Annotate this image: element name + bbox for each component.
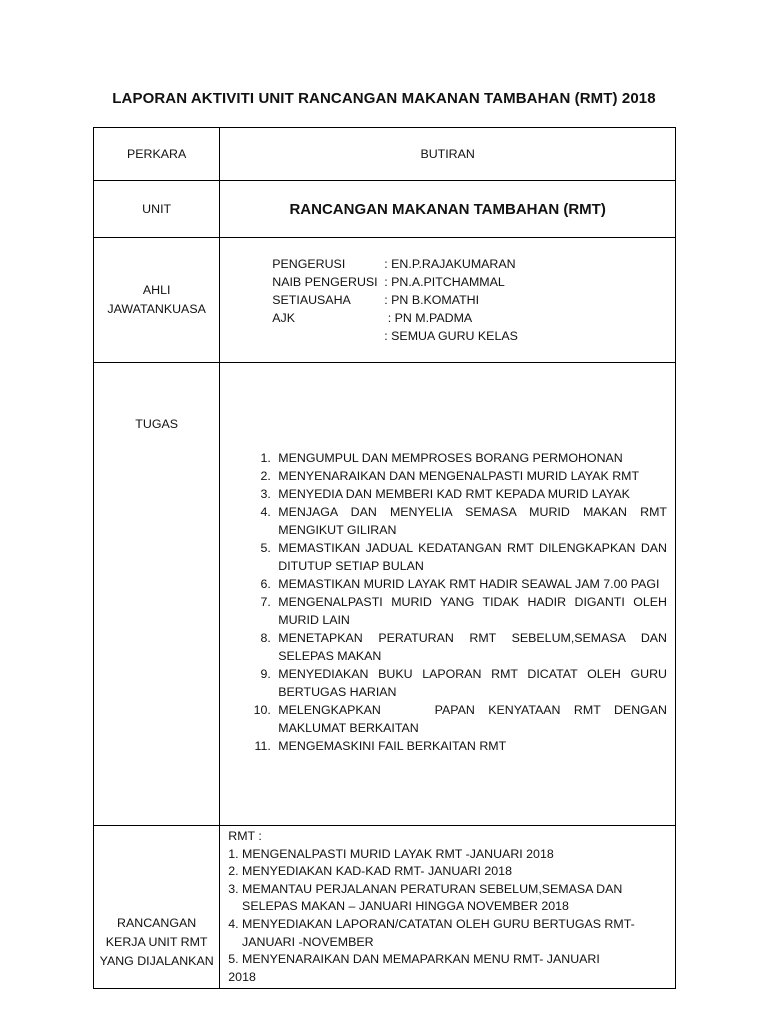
task-item: 6. MEMASTIKAN MURID LAYAK RMT HADIR SEAWAL JAM 7.00 PAGI: [274, 575, 667, 593]
unit-value-cell: [220, 181, 676, 238]
committee-members-cell: [220, 238, 676, 363]
member-role: NAIB PENGERUSI: [272, 275, 378, 289]
committee-label-line1: AHLI: [142, 283, 171, 297]
tasks-cell: [220, 363, 676, 826]
member-name: : PN B.KOMATHI: [384, 293, 480, 307]
unit-row: [94, 181, 676, 238]
unit-label: UNIT: [94, 181, 220, 238]
header-perkara: PERKARA: [94, 128, 220, 181]
task-item: 2. MENYENARAIKAN DAN MENGENALPASTI MURID LAYAK RMT: [274, 467, 667, 485]
work-plan-label-line3: YANG DIJALANKAN: [99, 954, 214, 968]
report-title: LAPORAN AKTIVITI UNIT RANCANGAN MAKANAN TAMBAHAN (RMT) 2018: [112, 90, 656, 107]
committee-member: [272, 255, 675, 273]
member-name: : PN M.PADMA: [384, 311, 473, 325]
task-item: 7. MENGENALPASTI MURID YANG TIDAK HADIR DIGANTI OLEH MURID LAIN: [274, 593, 667, 629]
task-item: 8. MENETAPKAN PERATURAN RMT SEBELUM,SEMASA DAN SELEPAS MAKAN: [274, 629, 667, 665]
committee-row: [94, 238, 676, 363]
work-plan-line: 2018: [228, 969, 256, 984]
header-butiran: BUTIRAN: [220, 128, 676, 181]
work-plan-line: 3. MEMANTAU PERJALANAN PERATURAN SEBELUM,SEMASA DAN: [228, 881, 623, 896]
work-plan-row: [94, 826, 676, 989]
committee-member: [272, 327, 675, 345]
committee-label-cell: [94, 238, 220, 363]
work-plan-label-line1: RANCANGAN: [117, 916, 197, 930]
committee-label-line2: JAWATANKUASA: [107, 302, 206, 316]
member-role: AJK: [272, 311, 296, 325]
task-item: 11. MENGEMASKINI FAIL BERKAITAN RMT: [274, 737, 667, 755]
member-name: : PN.A.PITCHAMMAL: [384, 275, 505, 289]
work-plan-line: 1. MENGENALPASTI MURID LAYAK RMT -JANUARI 2018: [228, 846, 554, 861]
member-name: : EN.P.RAJAKUMARAN: [384, 257, 516, 271]
member-role: SETIAUSAHA: [272, 293, 351, 307]
tasks-list: [220, 449, 671, 755]
member-role: PENGERUSI: [272, 257, 346, 271]
task-item: 4. MENJAGA DAN MENYELIA SEMASA MURID MAKAN RMT MENGIKUT GILIRAN: [274, 503, 667, 539]
work-plan-label-line2: KERJA UNIT RMT: [105, 935, 208, 949]
work-plan-line: 4. MENYEDIAKAN LAPORAN/CATATAN OLEH GURU BERTUGAS RMT-: [228, 916, 635, 931]
table-header-row: [94, 128, 676, 181]
work-plan-cell: [220, 826, 676, 989]
work-plan-line: JANUARI -NOVEMBER: [228, 934, 374, 949]
work-plan-line: SELEPAS MAKAN – JANUARI HINGGA NOVEMBER 2018: [228, 899, 569, 914]
committee-members-list: [220, 255, 675, 345]
report-table: [93, 127, 676, 989]
tasks-row: [94, 363, 676, 826]
work-plan-label-cell: [94, 826, 220, 989]
work-plan-heading: RMT :: [228, 829, 262, 843]
tasks-label: TUGAS: [94, 363, 220, 826]
committee-member: [272, 309, 675, 327]
committee-member: [272, 273, 675, 291]
member-name: : SEMUA GURU KELAS: [384, 329, 518, 343]
work-plan-line: 5. MENYENARAIKAN DAN MEMAPARKAN MENU RMT- JANUARI: [228, 952, 600, 967]
task-item: 1. MENGUMPUL DAN MEMPROSES BORANG PERMOHONAN: [274, 449, 667, 467]
member-role: [272, 327, 384, 345]
task-item: 3. MENYEDIA DAN MEMBERI KAD RMT KEPADA MURID LAYAK: [274, 485, 667, 503]
task-item: 5. MEMASTIKAN JADUAL KEDATANGAN RMT DILENGKAPKAN DAN DITUTUP SETIAP BULAN: [274, 539, 667, 575]
task-item: 10. MELENGKAPKAN PAPAN KENYATAAN RMT DENGAN MAKLUMAT BERKAITAN: [274, 701, 667, 737]
work-plan-line: 2. MENYEDIAKAN KAD-KAD RMT- JANUARI 2018: [228, 864, 512, 879]
task-item: 9. MENYEDIAKAN BUKU LAPORAN RMT DICATAT OLEH GURU BERTUGAS HARIAN: [274, 665, 667, 701]
unit-value: RANCANGAN MAKANAN TAMBAHAN (RMT): [289, 200, 606, 218]
committee-member: [272, 291, 675, 309]
